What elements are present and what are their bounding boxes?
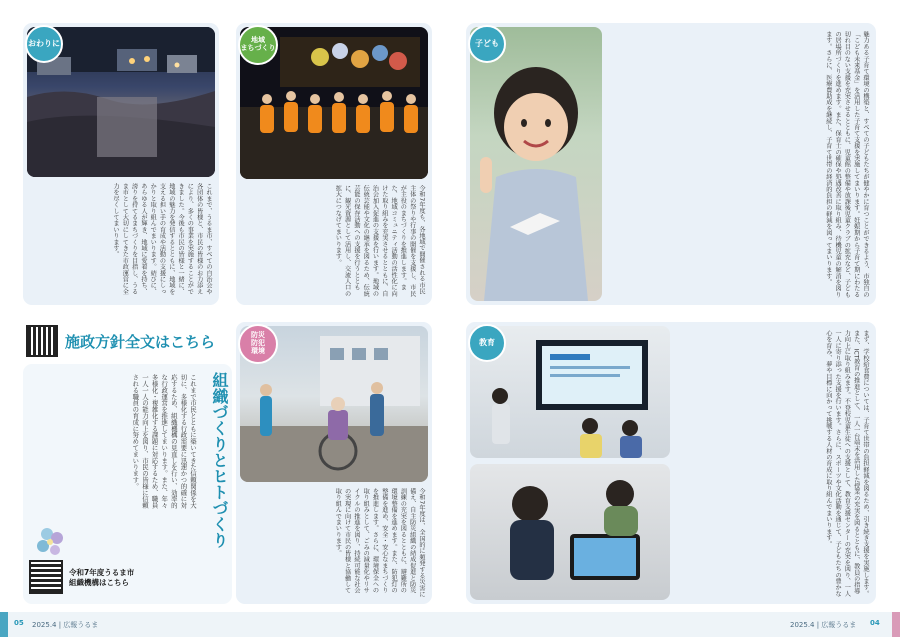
badge-education [468, 324, 506, 362]
organization-title: 組織づくりとヒトづくり [210, 372, 229, 548]
child-peace-sign-illustration [470, 27, 602, 301]
festival-body-text: これまで、うるま市、すべての自治会や各団体の皆様と、市民の皆様のお力添えにより、多くの事業を実施することができました。今後も市民の皆様と一緒に、地域の魅力を発信するとともに、地域を支える担い手の育成や活動の支援にしっかりと取り組んでまいります。結びに、あらゆる人が輝き、地域に愛着を持ち、誇りを持てるまちづくりを目指し、うるま市として大切にしてきた市政運営に全力を尽くしてまいります。 [112, 183, 212, 295]
badge-children-label: 子ども [475, 38, 499, 48]
classroom-photo-bottom [470, 464, 670, 600]
card-organization [23, 364, 232, 604]
children-body-text: 魅力ある子育て環境の構築と、すべての子どもたちが健やかに育つことができるよう、市独自の「こども未来基金」を活用した子育て支援を実施してまいります。妊娠期から子育て期にわたる切れ目のない支援を充実させるとともに、児童館の整備や放課後児童クラブの拡充など、子どもの居場所づくりを進めます。また、保育士の確保や処遇改善に取り組み、待機児童の解消を図ります。さらに、医療費助成を継続し、子育て世帯の経済的負担の軽減を図ってまいります。 [824, 31, 869, 298]
card-disaster-prevention [236, 322, 432, 604]
card-community [236, 23, 432, 305]
badge-community [238, 25, 278, 65]
education-body-text: まず、学校給食費については、子育て世帯の負担軽減を図るため、引き続き支援を実施します。また、ICT教育の推進として、一人一台端末を活用した授業の充実を図るとともに、教員の指導力向上に取り組みます。不登校児童生徒への支援として、教育支援センターの充実を図り、一人一人に寄り添った支援を行います。さらに、スポーツや文化活動を通じて、子どもたちの豊かな心を育み、夢や目標に向かって挑戦する人材の育成に取り組んでまいります。 [824, 330, 869, 597]
card-children [466, 23, 876, 305]
organization-qr-caption: 令和7年度うるま市 組織機構はこちら [69, 568, 135, 588]
card-full-text-qr [23, 322, 219, 360]
qr-code-organization[interactable] [29, 560, 63, 594]
badge-children [468, 25, 506, 63]
child-photo [470, 27, 602, 301]
footer-bar-right [450, 612, 900, 637]
disaster-body-text: 令和7年度は、全国的に頻発する災害に備え、自主防災組織の結成促進と防災訓練の充実を図るとともに、避難所の環境整備を進めます。また、防犯灯の整備を進め、安全・安心なまちづくりを推進します。さらに、環境保全への取り組みとして、ごみの減量化やリサイクルの推進を図り、持続可能な社会の実現に向けて市民の皆様と協働して取り組んでまいります。 [334, 488, 425, 598]
page-number-right: 04 [870, 619, 880, 627]
page-number-left: 05 [14, 619, 24, 627]
badge-ending-label: おわりに [28, 38, 60, 48]
flower-decoration-icon [35, 524, 75, 564]
issue-label-right: 2025.4 | 広報うるま [790, 621, 857, 629]
badge-disaster-prevention [238, 324, 278, 364]
badge-community-label: 地域 まちづくり [240, 36, 276, 52]
organization-body-text: これまで市民とともに築いてきた信頼関係を大切に、多様化する行政需要に迅速かつ的確に対応するため、組織機構の見直しを行い、効率的な行政運営を推進してまいります。また、年々多様化・複雑化する課題に対応するため、職員一人一人の能力向上を図り、市民の皆様に信頼される職員の育成に努めてまいります。 [131, 374, 197, 509]
card-festival [23, 23, 219, 305]
students-tablet-illustration [470, 464, 670, 600]
card-education [466, 322, 876, 604]
footer-bar-left [0, 612, 450, 637]
badge-ending [25, 25, 63, 63]
full-text-title: 施政方針全文はこちら [65, 333, 216, 351]
issue-label-left: 2025.4 | 広報うるま [32, 621, 99, 629]
badge-education-label: 教育 [479, 337, 495, 347]
qr-code-full-text[interactable] [26, 325, 58, 357]
badge-disaster-label: 防災 防犯 環境 [251, 331, 265, 355]
community-body-text: 令和7年度も、各地域で開催される市民主体の祭りや行事の開催を支援し、市民が主役のまちづくりを推進します。また、地域コミュニティ活動の活性化に向けた取り組みを充実させるとともに、自治会加入促進の支援を行います。地域の伝統芸能や文化の継承を図るため、伝統芸能の保存活動への支援を行うとともに、観光資源として活用し、交流人口の拡大につなげてまいります。 [334, 185, 425, 297]
